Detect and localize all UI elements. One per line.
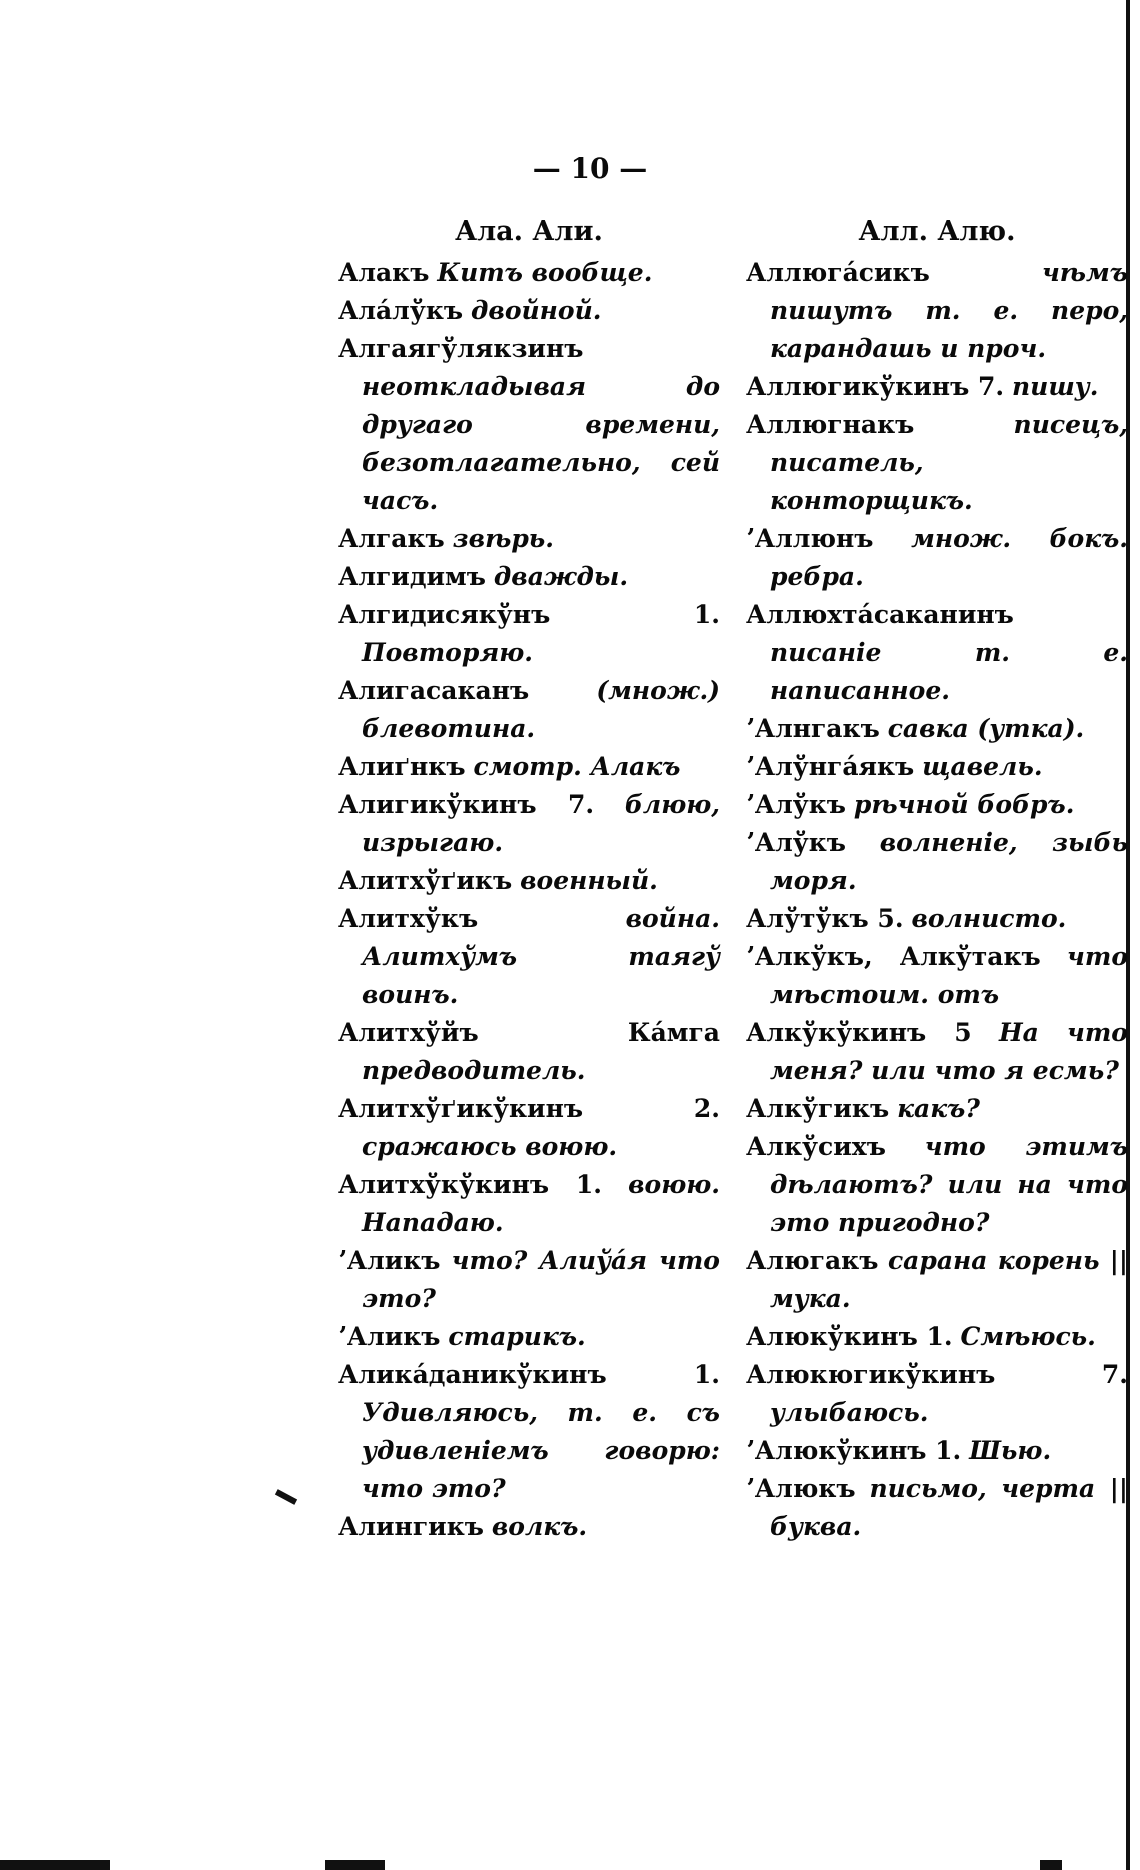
- entry-definition: письмо, черта || буква.: [770, 1474, 1128, 1541]
- entry-definition: блюю, изрыгаю.: [362, 790, 721, 857]
- dictionary-entry: [746, 596, 1128, 710]
- scan-artifact: [0, 1860, 110, 1870]
- entry-headword: ʼАлюкўкинъ 1.: [746, 1436, 962, 1465]
- entry-headword: Алкўсихъ: [746, 1132, 886, 1161]
- dictionary-entry: [338, 558, 720, 596]
- entry-definition: рѣчной бобръ.: [853, 790, 1075, 819]
- entry-definition: смотр. Алакъ: [473, 752, 681, 781]
- entry-definition: какъ?: [897, 1094, 980, 1123]
- dictionary-entry: [746, 368, 1128, 406]
- entry-headword: Алитхўкўкинъ 1.: [338, 1170, 603, 1199]
- dictionary-entry: [338, 330, 720, 520]
- entry-definition: воюю. Нападаю.: [362, 1170, 720, 1237]
- entry-definition: сражаюсь воюю.: [362, 1132, 618, 1161]
- entry-definition: военный.: [520, 866, 658, 895]
- entry-headword: ʼАлнгакъ: [746, 714, 880, 743]
- dictionary-entry: [338, 862, 720, 900]
- dictionary-entry: [746, 824, 1128, 900]
- entry-headword: Алгакъ: [338, 524, 445, 553]
- dictionary-entry: [746, 786, 1128, 824]
- entry-headword: Аликáданикўкинъ 1.: [338, 1360, 720, 1389]
- entry-definition: что мѣстоим. отъ: [770, 942, 1128, 1009]
- entry-headword: Алингикъ: [338, 1512, 484, 1541]
- ink-smudge: [275, 1489, 297, 1505]
- left-column: [338, 212, 720, 1546]
- entry-headword: Алюкюгикўкинъ 7.: [746, 1360, 1128, 1389]
- entry-definition: улыбаюсь.: [770, 1398, 929, 1427]
- dictionary-entry: [746, 938, 1128, 1014]
- entry-definition: чѣмъ пишутъ т. е. перо, карандашь и проч.: [770, 258, 1128, 363]
- entry-headword: Алўтўкъ 5.: [746, 904, 904, 933]
- page-number: — 10 —: [532, 152, 648, 185]
- entry-headword: ʼАликъ: [338, 1246, 441, 1275]
- entry-headword: ʼАллюнъ: [746, 524, 874, 553]
- right-column: [746, 212, 1128, 1546]
- entry-headword: ʼАлўкъ: [746, 790, 846, 819]
- entry-headword: Аллюгикўкинъ 7.: [746, 372, 1005, 401]
- entry-definition: неоткладывая до другаго времени, безотлагательно, сей часъ.: [362, 372, 720, 515]
- dictionary-entry: [746, 1090, 1128, 1128]
- dictionary-entry: [746, 1242, 1128, 1318]
- dictionary-entry: [338, 1508, 720, 1546]
- entry-headword: ʼАлўнгáякъ: [746, 752, 915, 781]
- entry-definition: писаніе т. е. написанное.: [770, 638, 1128, 705]
- entry-headword: Алюгакъ: [746, 1246, 879, 1275]
- entry-list: [746, 254, 1128, 1546]
- entry-headword: ʼАлўкъ: [746, 828, 846, 857]
- entry-headword: ʼАликъ: [338, 1322, 441, 1351]
- scan-artifact: [1040, 1860, 1062, 1870]
- dictionary-entry: [338, 1356, 720, 1508]
- entry-headword: Алигасаканъ: [338, 676, 530, 705]
- entry-definition: что этимъ дѣлаютъ? или на что это пригодно?: [770, 1132, 1129, 1237]
- dictionary-entry: [746, 710, 1128, 748]
- entry-definition: множ. бокъ. ребра.: [770, 524, 1129, 591]
- entry-headword: Алитхўкъ: [338, 904, 479, 933]
- dictionary-entry: [338, 1090, 720, 1166]
- scan-artifact: [325, 1860, 385, 1870]
- entry-headword: Алкўгикъ: [746, 1094, 890, 1123]
- entry-headword: Аллюгáсикъ: [746, 258, 930, 287]
- entry-definition: Шью.: [969, 1436, 1052, 1465]
- dictionary-entry: [746, 1470, 1128, 1546]
- entry-headword: Алюкўкинъ 1.: [746, 1322, 953, 1351]
- entry-definition: волкъ.: [491, 1512, 588, 1541]
- entry-headword: Аллюхтáсаканинъ: [746, 600, 1014, 629]
- column-header: Алл. Алю.: [858, 216, 1016, 247]
- entry-definition: Повторяю.: [362, 638, 533, 667]
- entry-definition: двойной.: [471, 296, 602, 325]
- dictionary-entry: [746, 520, 1128, 596]
- entry-headword: Алгидимъ: [338, 562, 486, 591]
- entry-definition: волненіе, зыбь моря.: [770, 828, 1129, 895]
- dictionary-entry: [338, 1166, 720, 1242]
- dictionary-entry: [746, 1356, 1128, 1432]
- entry-definition: волнисто.: [911, 904, 1067, 933]
- entry-headword: Алкўкўкинъ 5: [746, 1018, 972, 1047]
- dictionary-entry: [338, 672, 720, 748]
- dictionary-entry: [338, 786, 720, 862]
- entry-definition: что? Алиўáя что это?: [362, 1246, 720, 1313]
- dictionary-entry: [338, 900, 720, 1014]
- entry-definition: дважды.: [493, 562, 629, 591]
- column-header: Ала. Али.: [455, 216, 603, 247]
- entry-headword: Алиґнкъ: [338, 752, 466, 781]
- entry-definition: На что меня? или что я есмь?: [770, 1018, 1128, 1085]
- entry-definition: пишу.: [1012, 372, 1099, 401]
- dictionary-entry: [746, 1432, 1128, 1470]
- entry-definition: савка (утка).: [887, 714, 1085, 743]
- dictionary-entry: [338, 596, 720, 672]
- dictionary-entry: [338, 1014, 720, 1090]
- entry-definition: сарана корень || мука.: [770, 1246, 1128, 1313]
- dictionary-entry: [338, 254, 720, 292]
- dictionary-entry: [746, 900, 1128, 938]
- dictionary-entry: [338, 1318, 720, 1356]
- entry-definition: звѣрь.: [452, 524, 554, 553]
- entry-definition: предводитель.: [362, 1056, 586, 1085]
- entry-definition: писецъ, писатель, конторщикъ.: [770, 410, 1128, 515]
- dictionary-entry: [746, 748, 1128, 786]
- entry-headword: Аллюгнакъ: [746, 410, 915, 439]
- entry-headword: Алитхўґикъ: [338, 866, 513, 895]
- entry-headword: Алáлўкъ: [338, 296, 464, 325]
- dictionary-entry: [746, 1318, 1128, 1356]
- entry-definition: щавель.: [922, 752, 1043, 781]
- dictionary-entry: [746, 406, 1128, 520]
- entry-definition: Китъ вообще.: [437, 258, 653, 287]
- dictionary-entry: [746, 254, 1128, 368]
- scan-bottom-edge: [0, 1856, 1140, 1870]
- dictionary-entry: [338, 292, 720, 330]
- entry-definition: Смѣюсь.: [960, 1322, 1096, 1351]
- entry-headword: Алитхўґикўкинъ 2.: [338, 1094, 720, 1123]
- entry-headword: Алакъ: [338, 258, 430, 287]
- entry-definition: война. Алитхўмъ таягў воинъ.: [362, 904, 720, 1009]
- entry-headword: Алигикўкинъ 7.: [338, 790, 595, 819]
- entry-headword: Алитхўйъ Кáмга: [338, 1018, 720, 1047]
- dictionary-entry: [746, 1014, 1128, 1090]
- dictionary-entry: [338, 748, 720, 786]
- dictionary-entry: [746, 1128, 1128, 1242]
- entry-headword: ʼАлкўкъ, Алкўтакъ: [746, 942, 1041, 971]
- dictionary-entry: [338, 1242, 720, 1318]
- dictionary-entry: [338, 520, 720, 558]
- entry-list: [338, 254, 720, 1546]
- entry-headword: ʼАлюкъ: [746, 1474, 856, 1503]
- entry-definition: (множ.) блевотина.: [362, 676, 720, 743]
- entry-definition: старикъ.: [448, 1322, 586, 1351]
- entry-definition: Удивляюсь, т. е. съ удивленіемъ говорю: что это?: [362, 1398, 720, 1503]
- entry-headword: Алгаягўлякзинъ: [338, 334, 584, 363]
- entry-headword: Алгидисякўнъ 1.: [338, 600, 720, 629]
